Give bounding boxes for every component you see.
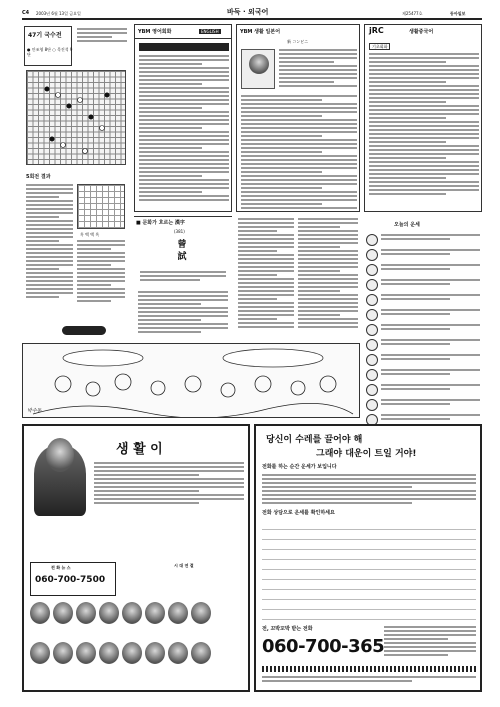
cartoon-drawing <box>23 344 360 418</box>
fortune-title: 오늘의 운세 <box>394 222 420 228</box>
baduk-commentary <box>26 184 73 300</box>
ybm-japanese-box <box>236 24 360 212</box>
ybm-japanese-title: YBM 생활 일본어 <box>240 29 281 35</box>
ad-right-footer <box>262 676 476 684</box>
cartoon-strip <box>22 343 360 418</box>
ad-right-headline-2: 그래야 대운이 트일 거야! <box>316 449 417 459</box>
ad-right-phone[interactable]: 060-700-365 <box>262 636 385 657</box>
ad-right-intro <box>262 474 476 506</box>
essay-column-1 <box>238 218 294 330</box>
essay-column-2 <box>298 218 358 330</box>
ybm-english-text <box>139 55 229 203</box>
ybm-english-banner <box>139 43 229 51</box>
ad-right-list-title: 전화 상담으로 운세를 확인하세요 <box>262 510 335 516</box>
ybm-english-header <box>135 25 232 39</box>
ad-right-barcode <box>262 666 476 672</box>
hanja-text <box>138 291 228 335</box>
go-stones <box>27 71 127 166</box>
jrc-chinese-title: 생활중국어 <box>409 29 434 35</box>
ad-right-headline-1: 당신이 수레를 끌어야 해 <box>266 435 363 445</box>
ybm-english-badge: ENGLISH <box>201 29 219 34</box>
ybm-japanese-illustration <box>241 49 275 89</box>
ad-left-title: 생 활 이 <box>116 442 163 457</box>
ybm-japanese-subtitle: 新 コンビニ <box>287 39 309 44</box>
ybm-japanese-dialogue <box>279 49 357 89</box>
jrc-chinese-text <box>369 53 479 197</box>
baduk-diagram-small <box>77 184 125 229</box>
go-board <box>26 70 126 165</box>
section-title: 바둑 · 외국어 <box>227 8 269 16</box>
baduk-intro-text <box>77 28 127 44</box>
ad-right-phone-label: 전, 꼬박꼬박 받는 전화 <box>262 626 313 632</box>
ad-left-face <box>46 438 74 472</box>
baduk-caption: 흑 백 백 흑 <box>80 232 100 237</box>
kia-logo <box>62 326 106 335</box>
ad-left <box>22 424 250 692</box>
ad-left-photos-1 <box>30 602 246 642</box>
ad-left-phone[interactable]: 060-700-7500 <box>35 575 106 585</box>
issue-date: 2003년 6월 13일 금요일 <box>36 11 81 16</box>
ybm-english-box <box>134 24 232 212</box>
cartoon-signature: 박수동 <box>27 408 42 414</box>
hanja-number: (381) <box>174 229 185 234</box>
ad-right-list <box>262 520 476 620</box>
hanja-characters: 曾 試 <box>177 240 187 262</box>
ad-left-phone-box <box>30 562 116 596</box>
ybm-japanese-text <box>241 95 357 211</box>
baduk-players: ● 안조영 8단 ○ 목진석 9단 <box>27 47 73 57</box>
baduk-title: 47기 국수전 <box>28 32 62 39</box>
paper-name: 동아일보 <box>450 11 466 16</box>
ad-left-photos-2 <box>30 642 246 682</box>
baduk-header <box>24 26 72 66</box>
baduk-commentary-2 <box>77 240 125 304</box>
ybm-english-title: YBM 영어회화 <box>138 29 172 35</box>
ad-left-body <box>94 462 244 506</box>
hanja-definitions <box>140 271 226 283</box>
ad-right-subhead: 전화를 하는 순간 운세가 보입니다 <box>262 464 337 470</box>
baduk-column <box>22 24 130 339</box>
baduk-result-heading: 5회전 결과 <box>26 174 51 180</box>
issue-number: 제25477호 <box>402 11 423 16</box>
ad-left-box-label: 전 화 뉴 스 <box>51 565 71 570</box>
jrc-logo: jRC <box>369 26 384 35</box>
jrc-section-label: 기초회화 <box>369 43 390 50</box>
jrc-chinese-box <box>364 24 482 212</box>
hanja-column <box>134 216 232 341</box>
ad-right-details <box>384 626 476 658</box>
hanja-title: ■ 문화가 흐르는 漢字 <box>136 220 185 226</box>
masthead <box>22 8 482 20</box>
ad-left-box-right: 시 대 연 결 <box>174 563 194 568</box>
ad-right <box>254 424 482 692</box>
page-number: C4 <box>22 10 30 16</box>
